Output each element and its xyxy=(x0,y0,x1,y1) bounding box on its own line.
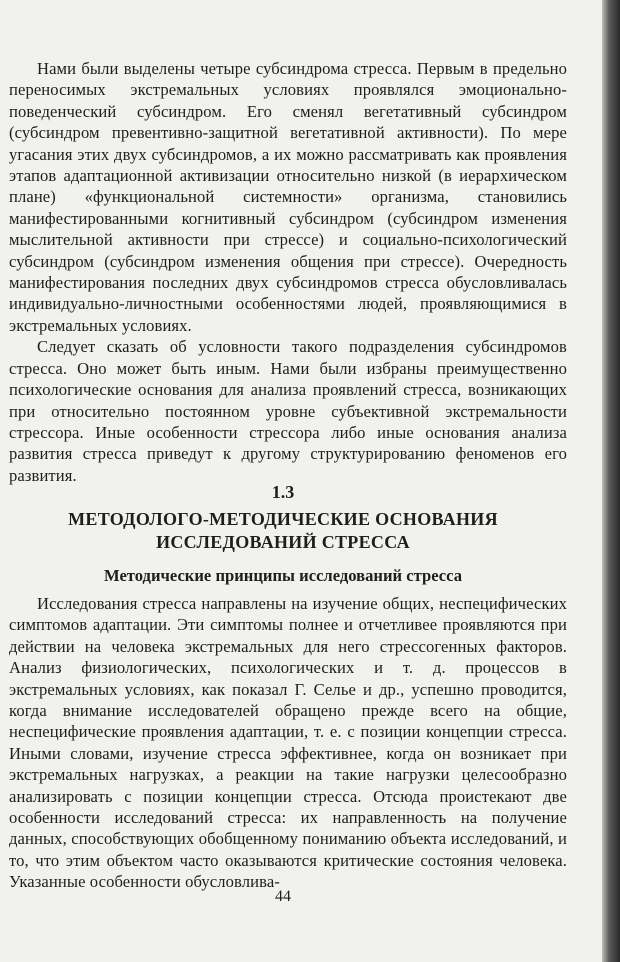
paragraph-conditionality: Следует сказать об условности такого подразделения субсиндромов стресса. Оно может быть иным. Нами были избраны преимущественно психологические основания для анализа проявлений стресса, возникающих при относительно постоянном уровне субъективной экстремальности стрессора. Иные особенности стрессора либо иные основания анализа развития стресса приведут к другому структурированию феноменов его развития. xyxy=(9,337,567,485)
book-binding-edge xyxy=(602,0,620,962)
section-number: 1.3 xyxy=(271,482,295,502)
section-title xyxy=(0,508,566,554)
paragraph-stress-research: Исследования стресса направлены на изучение общих, неспецифических симптомов адаптации. Эти симптомы полнее и отчетливее проявляются при действии на человека экстремальных для него стрессогенных факторов. Анализ физиологических, психологических и т. д. процессов в экстремальных условиях, как показал Г. Селье и др., успешно проводится, когда внимание исследователей обращено прежде всего на общие, неспецифические проявления адаптации, т. е. с позиции концепции стресса. Иными словами, изучение стресса эффективнее, когда он возникает при экстремальных нагрузках, а реакции на такие нагрузки целесообразно анализировать с позиции концепции стресса. Отсюда проистекают две особенности исследований стресса: их направленность на получение данных, способствующих обобщенному пониманию объекта исследований, и то, что этим объектом часто оказываются критические состояния человека. Указанные особенности обусловлива- xyxy=(9,594,567,892)
section-title-line-2: ИССЛЕДОВАНИЙ СТРЕССА xyxy=(156,532,410,552)
section-title-line-1: МЕТОДОЛОГО-МЕТОДИЧЕСКИЕ ОСНОВАНИЯ xyxy=(68,509,498,529)
page-number: 44 xyxy=(275,888,291,905)
body-text-top xyxy=(9,58,567,486)
paragraph-substress-syndromes: Нами были выделены четыре субсиндрома стресса. Первым в предельно переносимых экстремальных условиях проявлялся эмоционально-поведенческий субсиндром. Его сменял вегетативный субсиндром (субсиндром превентивно-защитной вегетативной активности). По мере угасания этих двух субсиндромов, а их можно рассматривать как проявления этапов адаптационной активизации относительно низкой (в иерархическом плане) «функциональной системности» организма, становились манифестированными когнитивный субсиндром (субсиндром изменения мыслительной активности при стрессе) и социально-психологический субсиндром (субсиндром изменения общения при стрессе). Очередность манифестирования последних двух субсиндромов стресса обусловливалась индивидуально-личностными особенностями людей, проявляющимися в экстремальных условиях. xyxy=(9,59,567,335)
subsection-title: Методические принципы исследований стресса xyxy=(104,566,462,585)
body-text-bottom xyxy=(9,593,567,893)
